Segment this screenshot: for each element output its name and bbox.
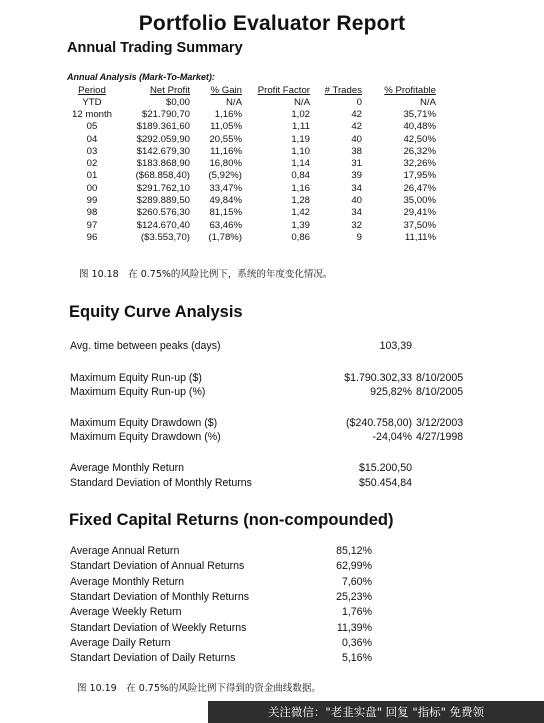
profitable-cell: 17,95%: [403, 170, 436, 182]
report-subtitle: Annual Trading Summary: [67, 40, 243, 56]
table-row: [66, 157, 436, 169]
net-profit-cell: $260.576,30: [136, 207, 190, 219]
row-date: 8/10/2005: [416, 372, 464, 384]
profitable-cell: 35,71%: [403, 108, 436, 120]
column-header-period: Period: [78, 84, 106, 96]
trades-cell: 42: [351, 108, 362, 120]
row-date: 8/10/2005: [416, 386, 464, 398]
row-value: 7,60%: [341, 576, 372, 588]
figure-caption-10-18: 图 10.18 在 0.75%的风险比例下，系统的年度变化情况。: [79, 269, 333, 280]
period-cell: 03: [86, 145, 98, 157]
gain-cell: (1,78%): [208, 231, 242, 243]
column-header-profitable: % Profitable: [384, 84, 436, 96]
gain-cell: (5,92%): [208, 170, 242, 182]
profit-factor-cell: N/A: [294, 96, 310, 108]
profit-factor-cell: 0,86: [291, 231, 310, 243]
row-label: Average Weekly Return: [70, 606, 182, 618]
profitable-cell: 11,11%: [404, 231, 436, 243]
net-profit-cell: $291.762,10: [136, 182, 190, 194]
profit-factor-cell: 1,14: [291, 158, 310, 170]
row-value: 62,99%: [336, 560, 372, 572]
row-value: 25,23%: [336, 591, 372, 603]
trades-cell: 40: [351, 195, 362, 207]
period-cell: 04: [86, 133, 98, 145]
table-row: [66, 108, 436, 120]
profitable-cell: 32,26%: [403, 158, 436, 170]
net-profit-cell: $0,00: [165, 96, 190, 108]
period-cell: 05: [86, 121, 98, 133]
trades-cell: 9: [356, 231, 362, 243]
figure-caption-10-19: 图 10.19 在 0.75%的风险比例下得到的资金曲线数据。: [77, 683, 321, 694]
period-cell: 00: [86, 182, 98, 194]
row-value: ($240.758,00): [346, 417, 412, 429]
profit-factor-cell: 0,84: [291, 170, 310, 182]
row-label: Maximum Equity Drawdown ($): [70, 417, 218, 429]
gain-cell: 49,84%: [209, 195, 242, 207]
table-row: [66, 145, 436, 157]
equity-curve-heading: Equity Curve Analysis: [69, 303, 243, 321]
trades-cell: 40: [351, 133, 362, 145]
table-row: [66, 96, 436, 108]
table-row: [66, 194, 436, 206]
profit-factor-cell: 1,19: [291, 133, 310, 145]
table-row: [66, 207, 436, 219]
net-profit-cell: $142.679,30: [136, 145, 190, 157]
row-value: 925,82%: [370, 386, 412, 398]
row-label: Maximum Equity Run-up ($): [70, 372, 202, 384]
trades-cell: 42: [351, 121, 362, 133]
gain-cell: 20,55%: [209, 133, 242, 145]
trades-cell: 38: [351, 145, 362, 157]
gain-cell: 16,80%: [209, 158, 242, 170]
row-value: -24,04%: [372, 431, 412, 443]
net-profit-cell: ($3.553,70): [140, 231, 190, 243]
profitable-cell: N/A: [420, 96, 436, 108]
annual-summary-table: [66, 84, 436, 244]
period-cell: 98: [86, 207, 98, 219]
net-profit-cell: $292.059,90: [136, 133, 190, 145]
profitable-cell: 42,50%: [403, 133, 436, 145]
profit-factor-cell: 1,11: [292, 121, 310, 133]
profit-factor-cell: 1,16: [291, 182, 310, 194]
column-header-trades: # Trades: [324, 84, 362, 96]
gain-cell: 11,05%: [210, 121, 242, 133]
row-value: 103,39: [379, 340, 412, 352]
annual-analysis-label: Annual Analysis (Mark-To-Market):: [67, 72, 215, 82]
net-profit-cell: ($68.858,40): [135, 170, 190, 182]
row-label: Standart Deviation of Annual Returns: [70, 560, 245, 572]
column-header-gain: % Gain: [210, 84, 242, 96]
profitable-cell: 26,47%: [403, 182, 436, 194]
trades-cell: 39: [351, 170, 362, 182]
row-label: Average Monthly Return: [70, 462, 185, 474]
row-value: 11,39%: [336, 622, 372, 634]
profitable-cell: 29,41%: [403, 207, 436, 219]
row-label: Average Monthly Return: [70, 576, 185, 588]
row-label: Avg. time between peaks (days): [70, 340, 221, 352]
gain-cell: N/A: [226, 96, 242, 108]
trades-cell: 0: [356, 96, 362, 108]
table-row: [66, 219, 436, 231]
row-date: 3/12/2003: [416, 417, 464, 429]
gain-cell: 63,46%: [209, 219, 242, 231]
gain-cell: 1,16%: [214, 108, 242, 120]
wechat-promo-banner: 关注微信："老韭实盘" 回复 "指标" 免费领: [208, 701, 544, 723]
trades-cell: 34: [351, 182, 362, 194]
report-title: Portfolio Evaluator Report: [138, 12, 406, 35]
row-value: $1.790.302,33: [344, 372, 412, 384]
column-header-profit-factor: Profit Factor: [257, 84, 310, 96]
table-row: [66, 182, 436, 194]
annual-table-body: [66, 96, 436, 244]
profitable-cell: 40,48%: [403, 121, 436, 133]
row-label: Average Annual Return: [70, 545, 180, 557]
row-value: $15.200,50: [358, 462, 412, 474]
row-label: Standart Deviation of Weekly Returns: [70, 622, 247, 634]
gain-cell: 81,15%: [209, 207, 242, 219]
table-row: [66, 170, 436, 182]
net-profit-cell: $289.889,50: [136, 195, 190, 207]
profit-factor-cell: 1,39: [291, 219, 310, 231]
trades-cell: 32: [351, 219, 362, 231]
row-value: 1,76%: [341, 606, 372, 618]
period-cell: 01: [86, 170, 98, 182]
gain-cell: 33,47%: [209, 182, 242, 194]
period-cell: 99: [86, 195, 98, 207]
row-date: 4/27/1998: [416, 431, 464, 443]
net-profit-cell: $124.670,40: [136, 219, 190, 231]
table-row: [66, 133, 436, 145]
profitable-cell: 35,00%: [403, 195, 436, 207]
profit-factor-cell: 1,28: [291, 195, 310, 207]
row-value: 0,36%: [341, 637, 372, 649]
table-row: [66, 231, 436, 243]
fixed-capital-heading: Fixed Capital Returns (non-compounded): [69, 511, 394, 529]
period-cell: 12 month: [71, 108, 112, 120]
row-label: Standart Deviation of Monthly Returns: [70, 591, 250, 603]
row-label: Standart Deviation of Daily Returns: [70, 652, 236, 664]
period-cell: YTD: [82, 96, 102, 108]
row-label: Maximum Equity Drawdown (%): [70, 431, 221, 443]
profit-factor-cell: 1,10: [291, 145, 310, 157]
period-cell: 96: [86, 231, 98, 243]
profit-factor-cell: 1,02: [291, 108, 310, 120]
trades-cell: 34: [351, 207, 362, 219]
profitable-cell: 26,32%: [403, 145, 436, 157]
net-profit-cell: $189.361,60: [136, 121, 190, 133]
row-value: 85,12%: [336, 545, 372, 557]
column-header-net-profit: Net Profit: [150, 84, 190, 96]
period-cell: 02: [86, 158, 98, 170]
period-cell: 97: [86, 219, 98, 231]
net-profit-cell: $21.790,70: [141, 108, 190, 120]
gain-cell: 11,16%: [210, 145, 242, 157]
table-header-row: [66, 84, 436, 96]
profitable-cell: 37,50%: [403, 219, 436, 231]
row-label: Average Daily Return: [70, 637, 171, 649]
trades-cell: 31: [351, 158, 362, 170]
row-label: Standard Deviation of Monthly Returns: [70, 477, 252, 489]
table-row: [66, 121, 436, 133]
profit-factor-cell: 1,42: [291, 207, 310, 219]
row-value: $50.454,84: [358, 477, 412, 489]
row-value: 5,16%: [341, 652, 372, 664]
net-profit-cell: $183.868,90: [136, 158, 190, 170]
row-label: Maximum Equity Run-up (%): [70, 386, 206, 398]
